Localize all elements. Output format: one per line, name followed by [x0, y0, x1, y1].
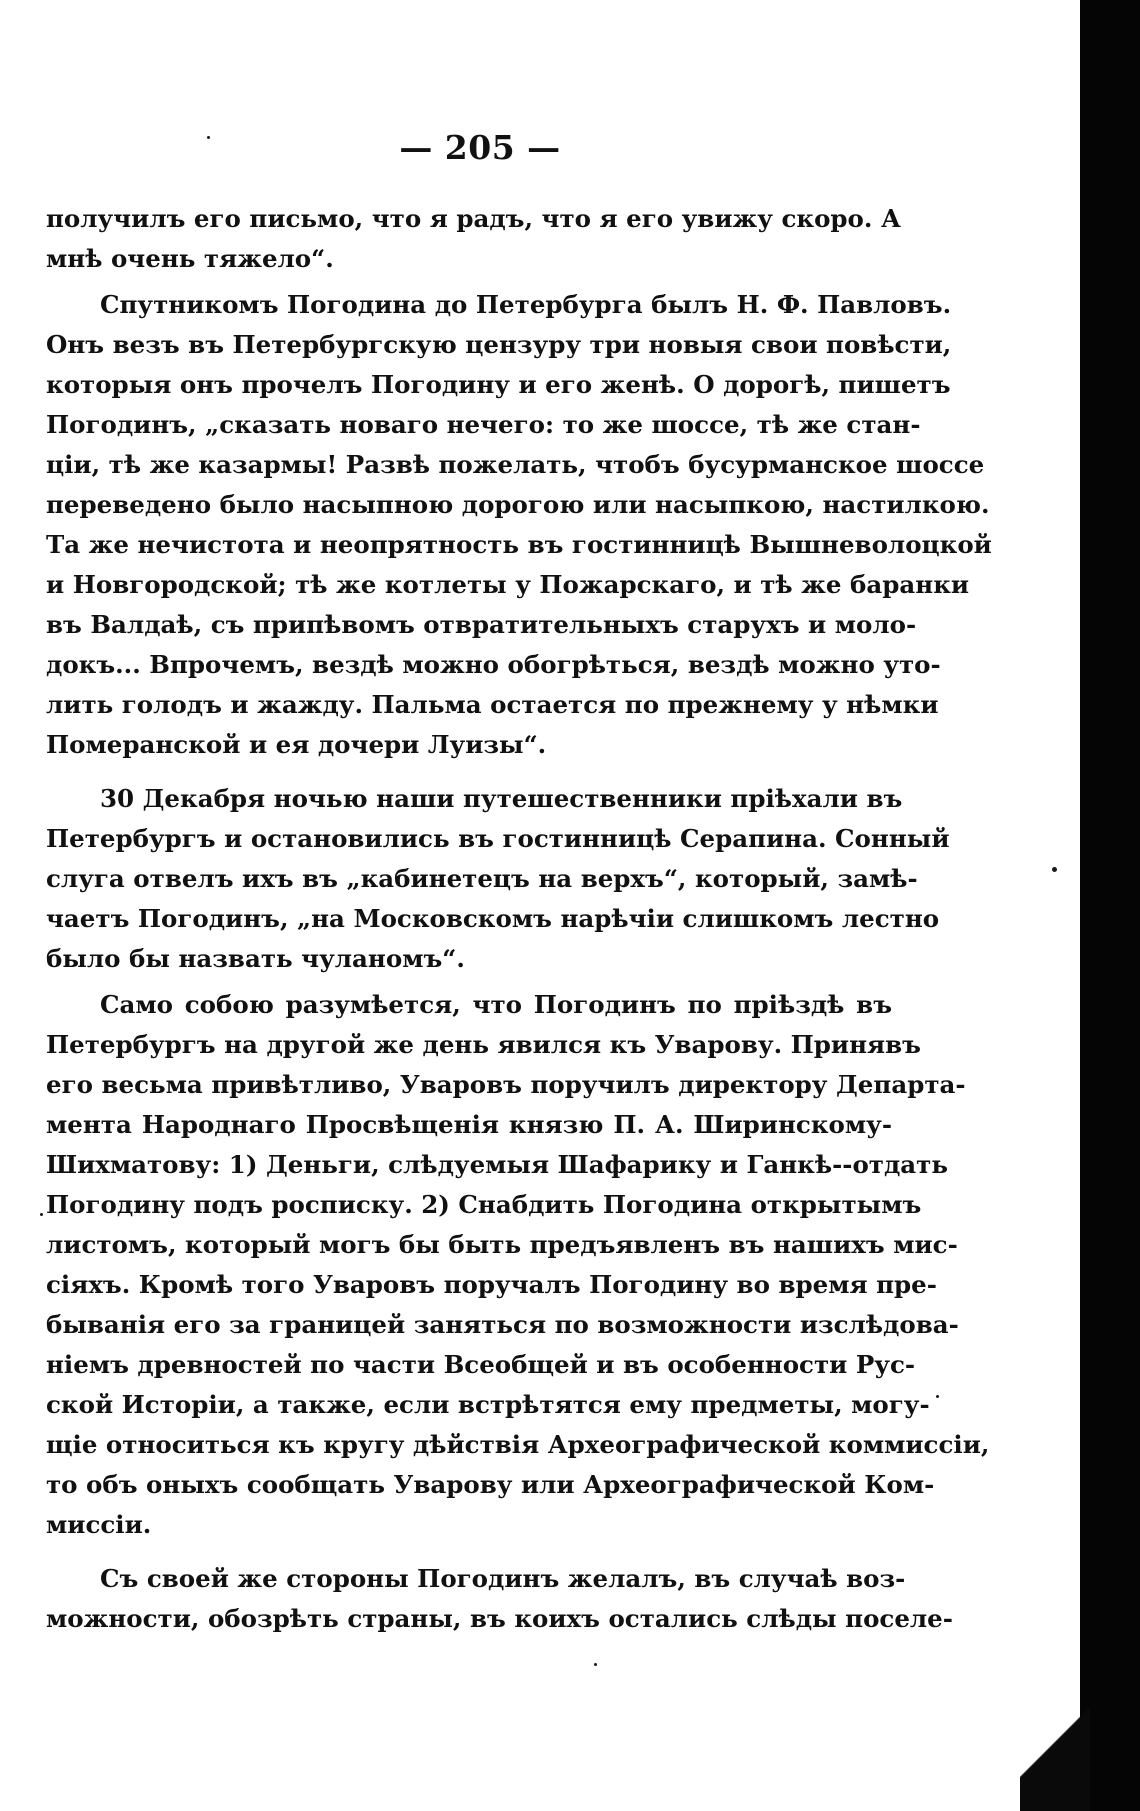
text-line-17: слуга отвелъ ихъ въ „кабинетецъ на верхъ“, который, замѣ- [46, 864, 918, 893]
text-line-19: было бы назвать чуланомъ“. [46, 944, 465, 973]
text-line-31: щіе относиться къ кругу дѣйствія Археографической коммиссіи, [46, 1430, 990, 1459]
text-line-4: Онъ везъ въ Петербургскую цензуру три новыя свои повѣсти, [46, 330, 952, 359]
text-line-2: мнѣ очень тяжело“. [46, 244, 334, 273]
text-line-27: сіяхъ. Кромѣ того Уваровъ поручалъ Погодину во время пре- [46, 1270, 937, 1299]
text-line-30: ской Исторіи, а также, если встрѣтятся ему предметы, могу- [46, 1390, 930, 1419]
scan-page-curl [1020, 1690, 1090, 1811]
text-line-23: мента Народнаго Просвѣщенія князю П. А. Ширинскому- [46, 1110, 892, 1139]
text-line-16: Петербургъ и остановились въ гостинницѣ Серапина. Сонный [46, 824, 950, 853]
text-line-14: Померанской и ея дочери Луизы“. [46, 730, 547, 759]
text-line-28: быванія его за границей заняться по возможности изслѣдова- [46, 1310, 959, 1339]
text-line-12: докъ... Впрочемъ, вездѣ можно обогрѣться, вездѣ можно уто- [46, 650, 941, 679]
text-line-1: получилъ его письмо, что я радъ, что я его увижу скоро. А [46, 204, 901, 233]
page-number: — 205 — [399, 128, 561, 167]
text-line-35: можности, обозрѣть страны, въ коихъ остались слѣды поселе- [46, 1604, 953, 1633]
text-line-11: въ Валдаѣ, съ припѣвомъ отвратительныхъ старухъ и моло- [46, 610, 917, 639]
text-line-5: которыя онъ прочелъ Погодину и его женѣ. О дорогѣ, пишетъ [46, 370, 951, 399]
text-line-7: ціи, тѣ же казармы! Развѣ пожелать, чтобъ бусурманское шоссе [46, 450, 985, 479]
scan-speck [594, 1663, 597, 1666]
text-line-32: то объ оныхъ сообщать Уварову или Археографической Ком- [46, 1470, 935, 1499]
scan-speck [936, 1395, 939, 1398]
text-line-29: ніемъ древностей по части Всеобщей и въ особенности Рус- [46, 1350, 916, 1379]
text-line-18: чаетъ Погодинъ, „на Московскомъ нарѣчіи слишкомъ лестно [46, 904, 940, 933]
scan-speck [207, 136, 210, 139]
scan-dark-edge [1080, 0, 1140, 1811]
text-line-22: его весьма привѣтливо, Уваровъ поручилъ директору Департа- [46, 1070, 966, 1099]
text-line-10: и Новгородской; тѣ же котлеты у Пожарскаго, и тѣ же баранки [46, 570, 970, 599]
text-line-9: Та же нечистота и неопрятность въ гостинницѣ Вышневолоцкой [46, 530, 992, 559]
text-line-13: лить голодъ и жажду. Пальма остается по прежнему у нѣмки [46, 690, 939, 719]
text-line-8: переведено было насыпною дорогою или насыпкою, настилкою. [46, 490, 990, 519]
text-line-24: Шихматову: 1) Деньги, слѣдуемыя Шафарику и Ганкѣ--отдать [46, 1150, 948, 1179]
text-line-20: Само собою разумѣется, что Погодинъ по пріѣздѣ въ [100, 990, 892, 1019]
text-line-26: листомъ, который могъ бы быть предъявленъ въ нашихъ мис- [46, 1230, 958, 1259]
text-line-3: Спутникомъ Погодина до Петербурга былъ Н. Ф. Павловъ. [100, 290, 952, 319]
text-line-34: Съ своей же стороны Погодинъ желалъ, въ случаѣ воз- [100, 1564, 906, 1593]
scan-speck [1052, 867, 1057, 872]
text-line-33: миссіи. [46, 1510, 152, 1539]
scan-speck [40, 1213, 43, 1216]
text-line-6: Погодинъ, „сказать новаго нечего: то же шоссе, тѣ же стан- [46, 410, 921, 439]
text-line-15: 30 Декабря ночью наши путешественники пріѣхали въ [100, 784, 903, 813]
text-line-21: Петербургъ на другой же день явился къ Уварову. Принявъ [46, 1030, 921, 1059]
text-line-25: Погодину подъ росписку. 2) Снабдить Погодина открытымъ [46, 1190, 922, 1219]
